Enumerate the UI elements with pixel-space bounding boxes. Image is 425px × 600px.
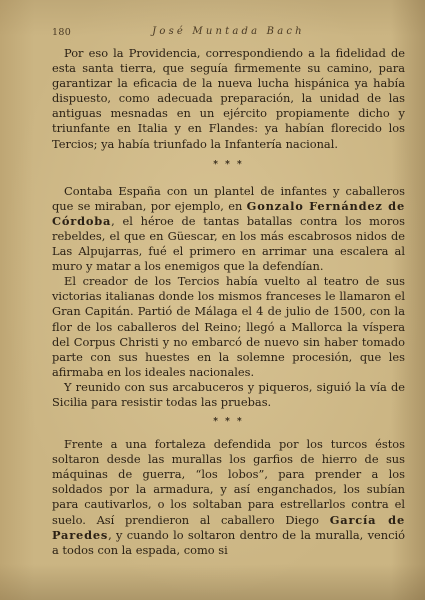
section-separator: * * * — [213, 159, 244, 170]
section-separator: * * * — [213, 417, 244, 428]
running-title: José Muntada Bach — [152, 26, 305, 37]
paragraph-text: , y cuando lo soltaron dentro de la muralla, venció a todos con la espada, como si — [52, 527, 405, 557]
paragraph-text: , el héroe de tantas batallas contra los moros rebeldes, el que en Güescar, en los más escabrosos nidos de Las Alpujarras, fué el primero en arrimar una escalera al muro y matar a los enemigos que la defendían. — [52, 213, 405, 274]
paragraph-creador-tercios: El creador de los Tercios había vuelto al teatro de sus victorias italianas donde los mismos franceses le llamaron el Gran Capitán. Partió de Málaga el 4 de julio de 1500, con la flor de los caballeros del Reino; llegó a Mallorca la víspera del Corpus Christi y no embarcó de nuevo sin haber tomado parte con sus huestes en la solemne procesión, que les afirmaba en los ideales nacionales. — [52, 274, 405, 379]
running-head — [52, 26, 405, 40]
paragraph-reunido: Y reunido con sus arcabuceros y piqueros, siguió la vía de Sicilia para resistir todas las pruebas. — [52, 379, 405, 409]
body-text — [52, 46, 405, 558]
paragraph-text: Contaba España con un plantel de infantes y caballeros que se miraban, por ejemplo, en — [52, 183, 405, 213]
page-number: 180 — [52, 27, 72, 38]
name-gonzalo-fernandez: Gonzalo Fernández de Córdoba — [52, 198, 405, 228]
paragraph-fortaleza — [52, 437, 405, 558]
paragraph-contaba-espana — [52, 184, 405, 275]
paragraph-text: Frente a una fortaleza defendida por los turcos éstos soltaron desde las murallas los garfios de hierro de sus máquinas de guerra, “los lobos”, para prender a los soldados por la armadura, y así enganchados, los subían para cautivarlos, o los soltaban para estrellarlos contra el suelo. Así prendieron al caballero Diego — [52, 437, 405, 527]
paragraph-providencia: Por eso la Providencia, correspondiendo a la fidelidad de esta santa tierra, que seguía firmemente su camino, para garantizar la eficacia de la nueva lucha hispánica ya había dispuesto, como adecuada preparación, la unidad de las antiguas mesnadas en un ejército propiamente dicho y triunfante en Italia y en Flandes: ya habían florecido los Tercios; ya había triunfado la Infantería nacional. — [52, 46, 405, 151]
name-garcia-de-paredes: García de Paredes — [52, 512, 405, 542]
